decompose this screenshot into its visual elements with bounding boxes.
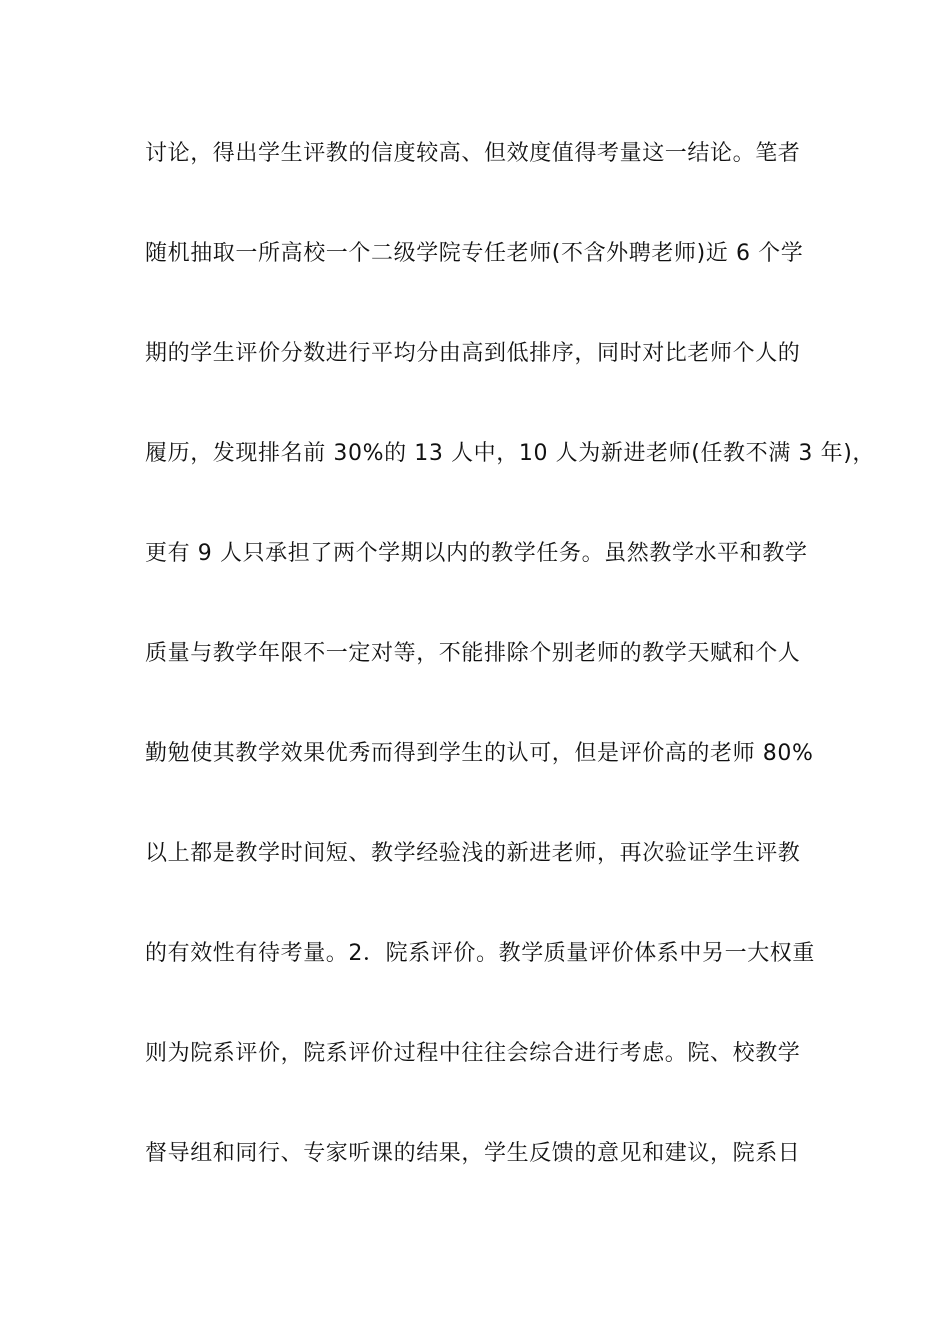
text-line: 的有效性有待考量。2．院系评价。教学质量评价体系中另一大权重	[145, 941, 815, 966]
body-text	[145, 130, 876, 1230]
text-line: 督导组和同行、专家听课的结果，学生反馈的意见和建议，院系日	[145, 1141, 801, 1166]
text-line: 更有 9 人只承担了两个学期以内的教学任务。虽然教学水平和教学	[145, 541, 808, 566]
text-line: 期的学生评价分数进行平均分由高到低排序，同时对比老师个人的	[145, 341, 801, 366]
text-line: 以上都是教学时间短、教学经验浅的新进老师，再次验证学生评教	[145, 841, 801, 866]
text-line: 则为院系评价，院系评价过程中往往会综合进行考虑。院、校教学	[145, 1041, 801, 1066]
text-line: 讨论，得出学生评教的信度较高、但效度值得考量这一结论。笔者	[145, 141, 801, 166]
text-line: 随机抽取一所高校一个二级学院专任老师(不含外聘老师)近 6 个学	[145, 241, 804, 266]
text-line: 勤勉使其教学效果优秀而得到学生的认可，但是评价高的老师 80%	[145, 741, 814, 766]
text-line: 履历，发现排名前 30%的 13 人中，10 人为新进老师(任教不满 3 年)，	[145, 441, 876, 466]
text-line: 质量与教学年限不一定对等，不能排除个别老师的教学天赋和个人	[145, 641, 801, 666]
